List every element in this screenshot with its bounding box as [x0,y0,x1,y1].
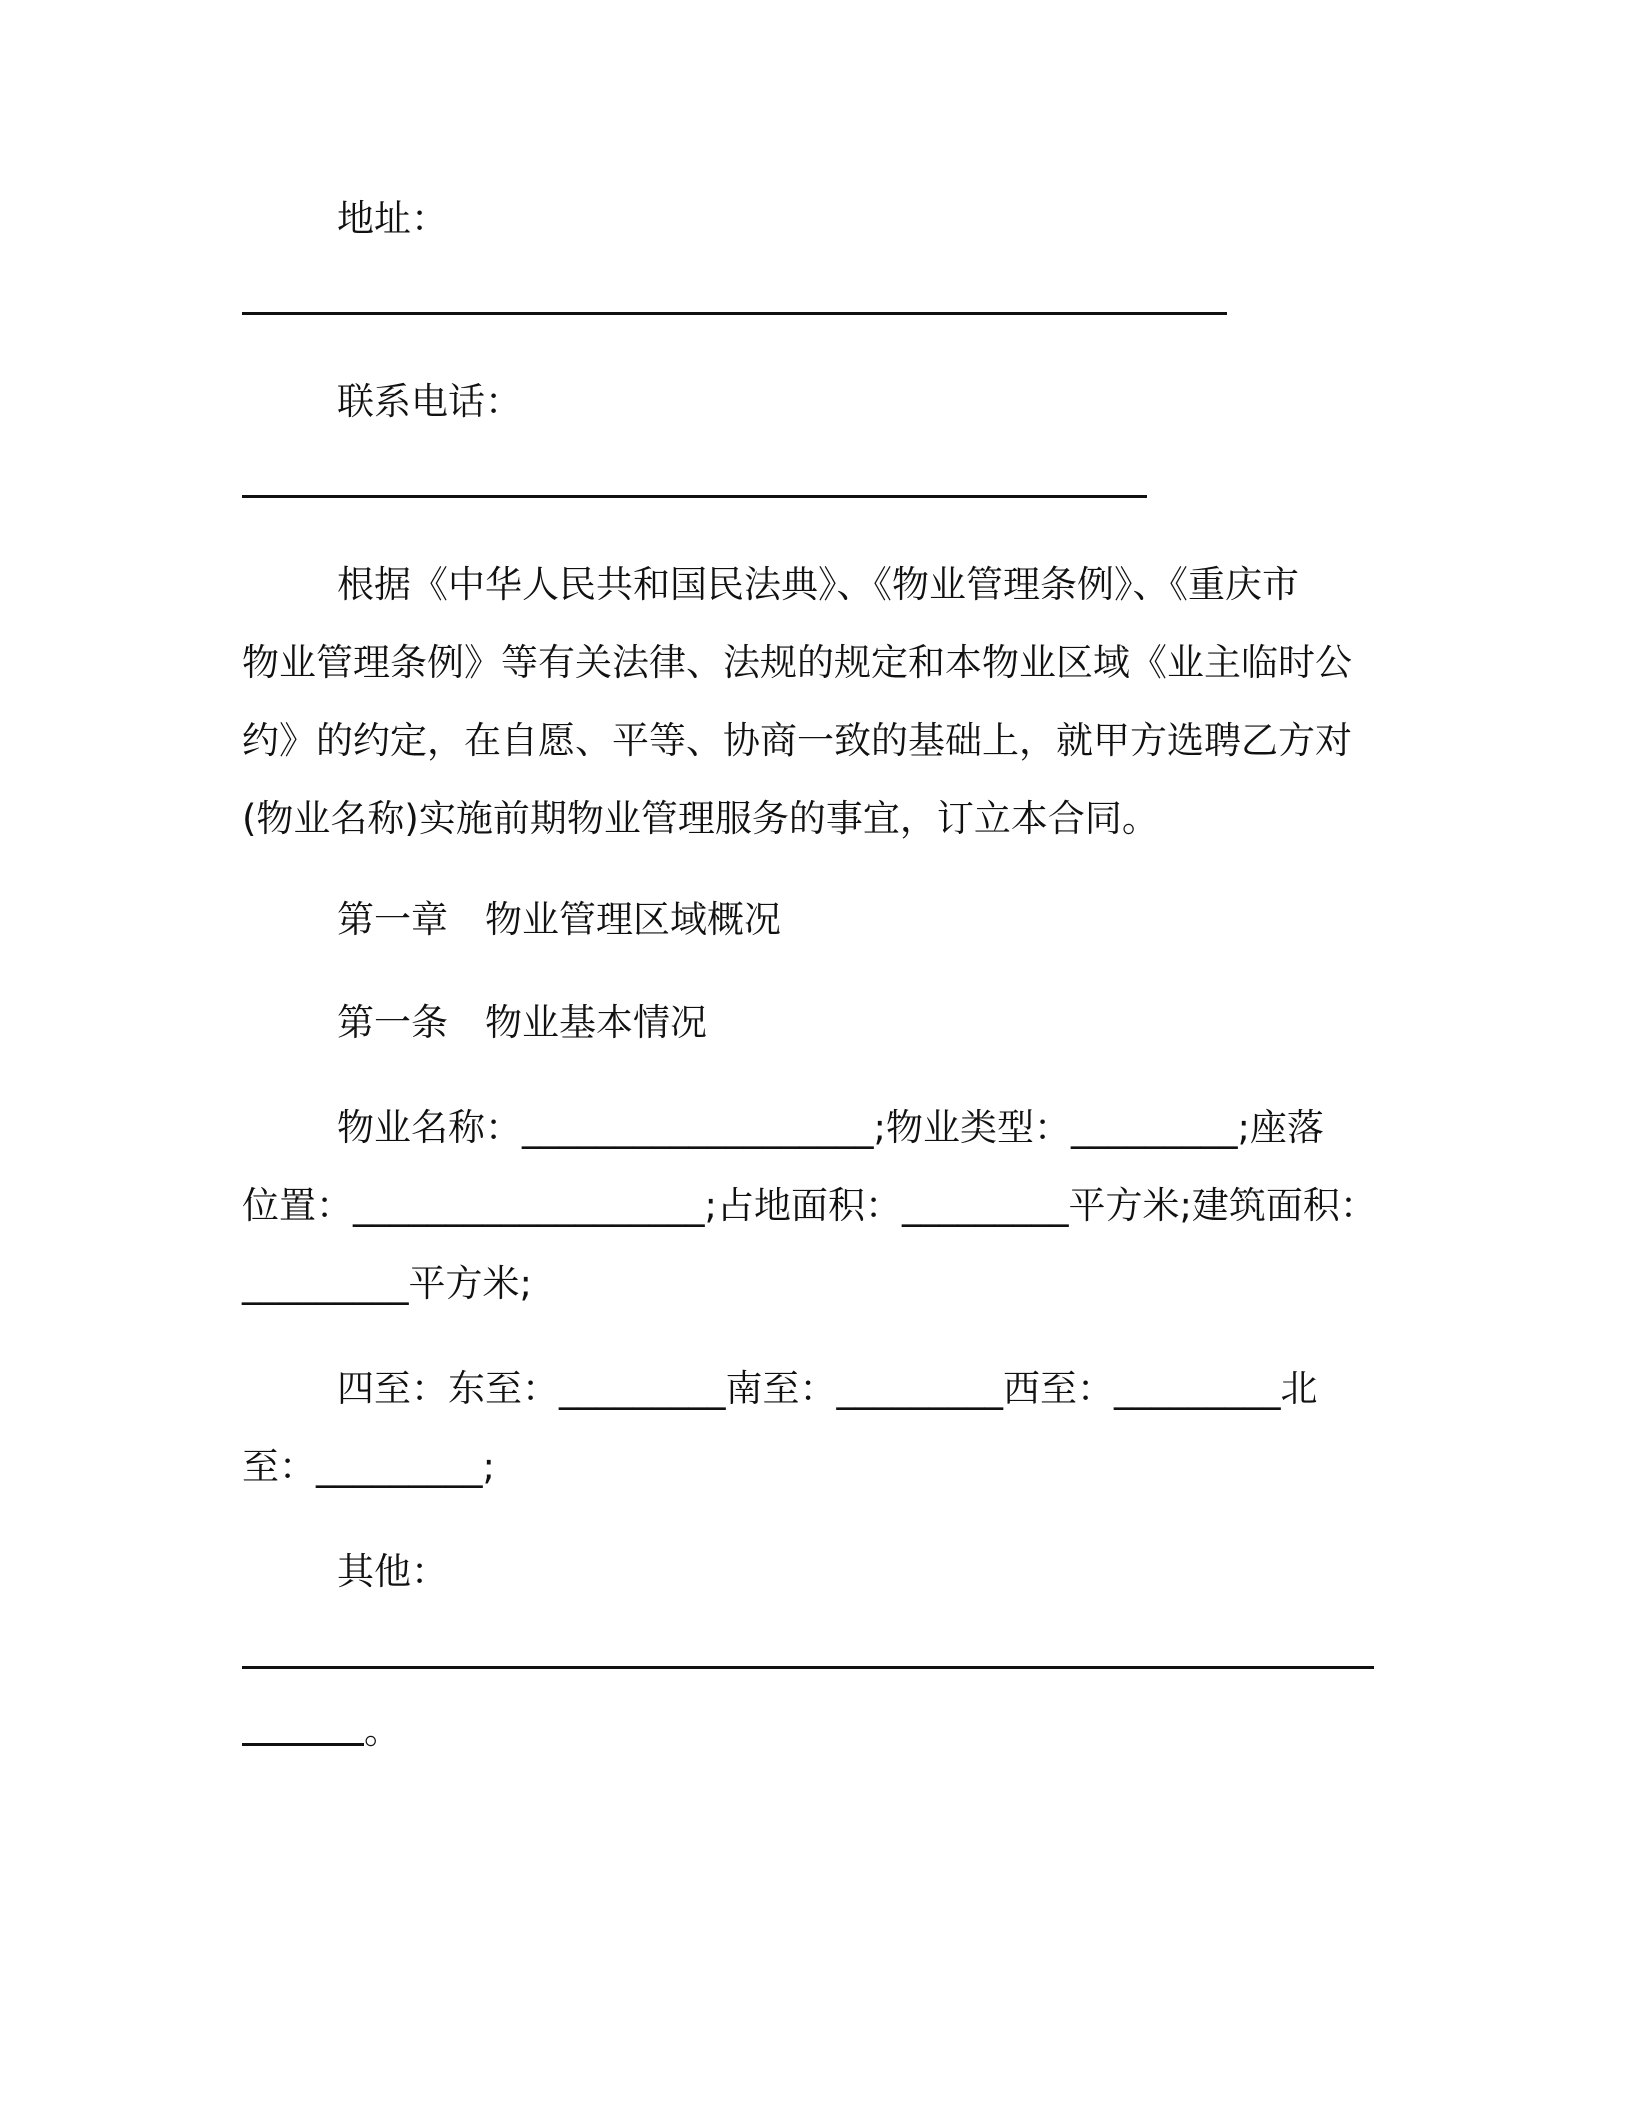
other-label: 其他： [337,1550,448,1593]
phone-label: 联系电话： [337,380,522,423]
other-end-mark: 。 [364,1709,401,1752]
chapter-1-title: 第一章 物业管理区域概况 [337,898,781,941]
address-blank-line [242,312,1227,315]
other-blank-line-1 [242,1666,1374,1669]
boundaries-line-2: 至：_________; [242,1445,495,1488]
other-blank-line-2 [242,1743,364,1746]
property-info-line-2: 位置：___________________;占地面积：_________平方米;建筑面积： [242,1184,1377,1227]
property-info-line-3: _________平方米; [242,1262,532,1305]
preamble-line-4: (物业名称)实施前期物业管理服务的事宜，订立本合同。 [242,797,1159,840]
boundaries-line-1: 四至：东至：_________南至：_________西至：_________北 [337,1367,1318,1410]
address-label: 地址： [337,197,448,240]
preamble-line-1: 根据《中华人民共和国民法典》、《物业管理条例》、《重庆市 [337,563,1299,606]
article-1-title: 第一条 物业基本情况 [337,1001,707,1044]
phone-blank-line [242,495,1147,498]
preamble-line-3: 约》的约定，在自愿、平等、协商一致的基础上，就甲方选聘乙方对 [242,719,1352,762]
preamble-line-2: 物业管理条例》等有关法律、法规的规定和本物业区域《业主临时公 [242,641,1352,684]
property-info-line-1: 物业名称：___________________;物业类型：_________;座落 [337,1106,1324,1149]
